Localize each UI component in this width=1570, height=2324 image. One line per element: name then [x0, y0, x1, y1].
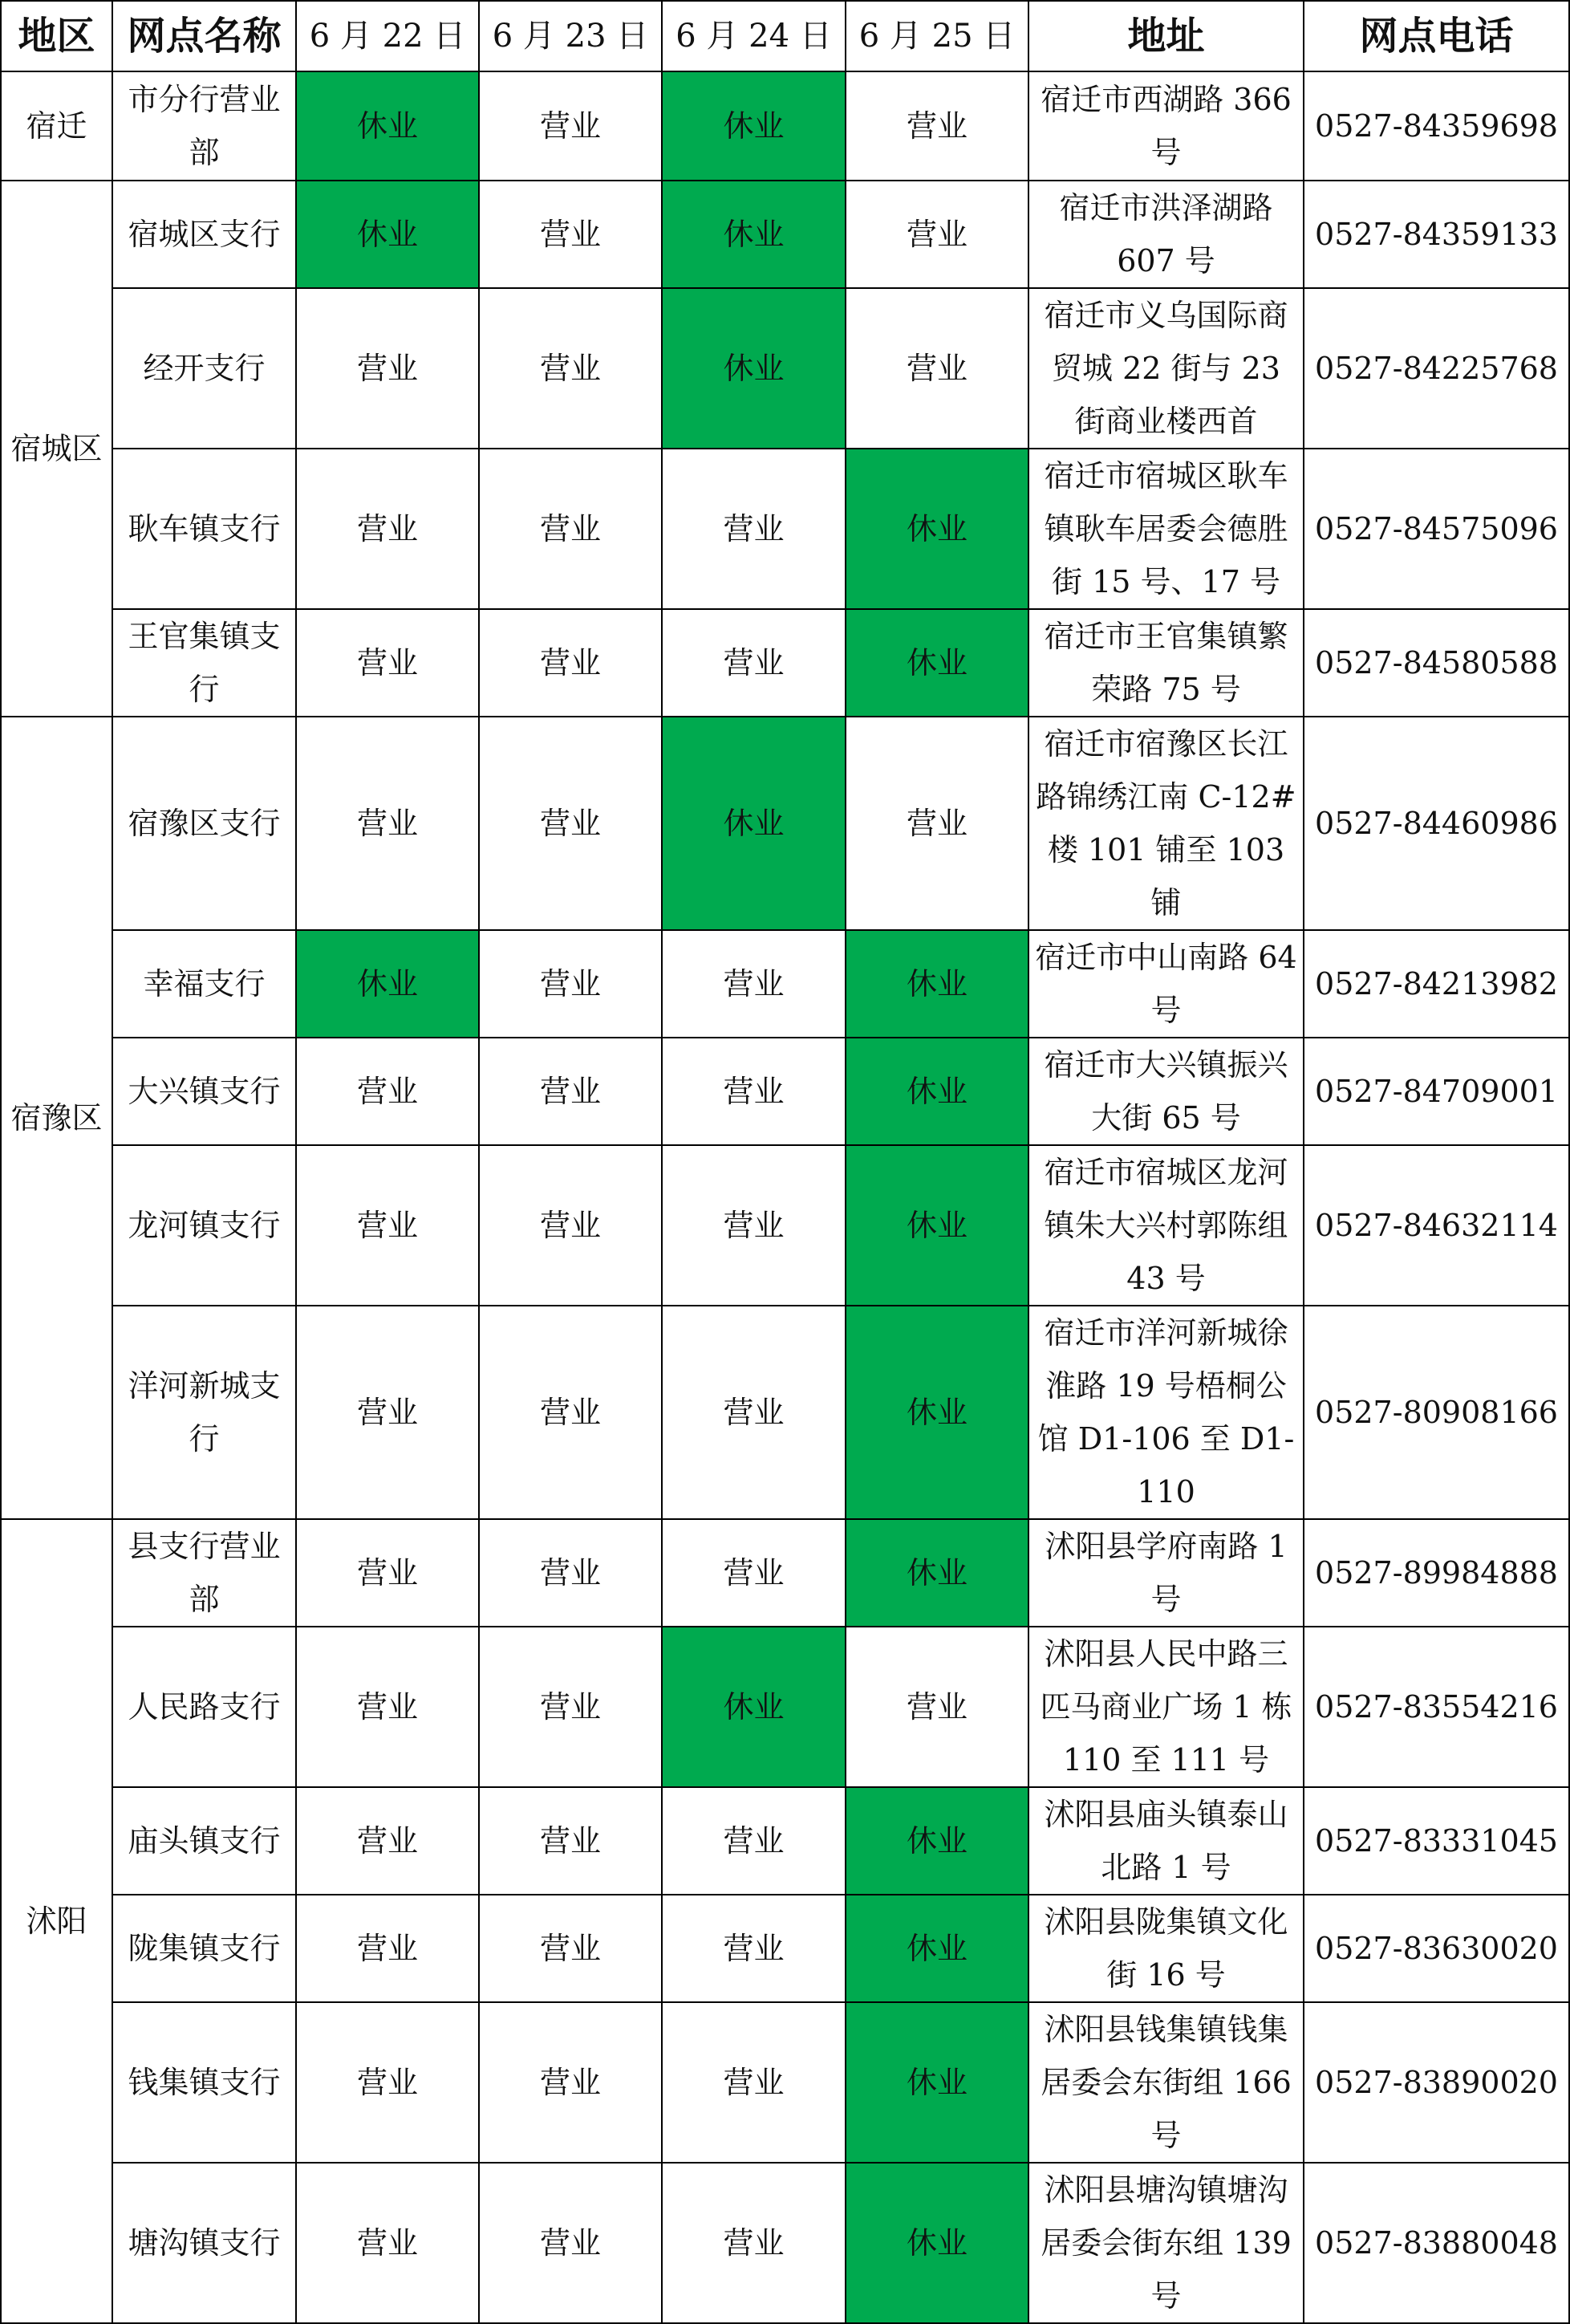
- table-row: [1, 71, 1569, 181]
- header-date: 6 月 24 日: [662, 1, 846, 71]
- status-open-cell: 营业: [296, 1895, 479, 2002]
- status-open-cell: 营业: [662, 609, 846, 717]
- status-open-cell: 营业: [296, 2163, 479, 2323]
- branch-name-cell: 洋河新城支行: [112, 1306, 296, 1519]
- branch-name-cell: 幸福支行: [112, 930, 296, 1038]
- header-row: [1, 1, 1569, 71]
- address-cell: 宿迁市大兴镇振兴大街 65 号: [1028, 1038, 1304, 1145]
- region-cell: 宿城区: [1, 181, 112, 717]
- status-open-cell: 营业: [479, 181, 662, 288]
- status-closed-cell: 休业: [296, 71, 479, 181]
- status-open-cell: 营业: [296, 1519, 479, 1627]
- phone-cell: 0527-84709001: [1304, 1038, 1569, 1145]
- status-closed-cell: 休业: [296, 930, 479, 1038]
- status-open-cell: 营业: [479, 1519, 662, 1627]
- table-row: [1, 2163, 1569, 2323]
- status-open-cell: 营业: [479, 2002, 662, 2163]
- table-row: [1, 609, 1569, 717]
- status-open-cell: 营业: [479, 1038, 662, 1145]
- status-closed-cell: 休业: [846, 449, 1028, 609]
- status-open-cell: 营业: [296, 1306, 479, 1519]
- status-open-cell: 营业: [662, 1306, 846, 1519]
- region-cell: 沭阳: [1, 1519, 112, 2323]
- status-open-cell: 营业: [662, 449, 846, 609]
- phone-cell: 0527-83880048: [1304, 2163, 1569, 2323]
- status-open-cell: 营业: [479, 1787, 662, 1895]
- header-date: 6 月 23 日: [479, 1, 662, 71]
- phone-cell: 0527-83331045: [1304, 1787, 1569, 1895]
- status-closed-cell: 休业: [662, 181, 846, 288]
- address-cell: 沭阳县学府南路 1 号: [1028, 1519, 1304, 1627]
- status-open-cell: 营业: [846, 288, 1028, 449]
- status-open-cell: 营业: [479, 449, 662, 609]
- address-cell: 沭阳县钱集镇钱集居委会东街组 166 号: [1028, 2002, 1304, 2163]
- status-open-cell: 营业: [662, 1519, 846, 1627]
- status-closed-cell: 休业: [296, 181, 479, 288]
- branch-name-cell: 钱集镇支行: [112, 2002, 296, 2163]
- table-body: [1, 1, 1569, 2323]
- table-row: [1, 930, 1569, 1038]
- branch-name-cell: 经开支行: [112, 288, 296, 449]
- status-open-cell: 营业: [296, 449, 479, 609]
- address-cell: 宿迁市西湖路 366 号: [1028, 71, 1304, 181]
- status-closed-cell: 休业: [846, 1038, 1028, 1145]
- phone-cell: 0527-83554216: [1304, 1627, 1569, 1787]
- table-row: [1, 1895, 1569, 2002]
- status-closed-cell: 休业: [662, 1627, 846, 1787]
- phone-cell: 0527-80908166: [1304, 1306, 1569, 1519]
- header-region: 地区: [1, 1, 112, 71]
- status-closed-cell: 休业: [846, 1787, 1028, 1895]
- status-open-cell: 营业: [846, 71, 1028, 181]
- table-row: [1, 288, 1569, 449]
- status-closed-cell: 休业: [846, 2163, 1028, 2323]
- table-row: [1, 2002, 1569, 2163]
- status-open-cell: 营业: [662, 1895, 846, 2002]
- phone-cell: 0527-83630020: [1304, 1895, 1569, 2002]
- phone-cell: 0527-89984888: [1304, 1519, 1569, 1627]
- status-open-cell: 营业: [662, 2002, 846, 2163]
- address-cell: 沭阳县塘沟镇塘沟居委会街东组 139 号: [1028, 2163, 1304, 2323]
- branch-name-cell: 耿车镇支行: [112, 449, 296, 609]
- status-open-cell: 营业: [662, 930, 846, 1038]
- status-closed-cell: 休业: [662, 288, 846, 449]
- status-open-cell: 营业: [296, 1627, 479, 1787]
- phone-cell: 0527-83890020: [1304, 2002, 1569, 2163]
- status-open-cell: 营业: [296, 1038, 479, 1145]
- branch-name-cell: 庙头镇支行: [112, 1787, 296, 1895]
- header-phone: 网点电话: [1304, 1, 1569, 71]
- status-open-cell: 营业: [662, 1038, 846, 1145]
- status-open-cell: 营业: [296, 609, 479, 717]
- status-open-cell: 营业: [479, 1145, 662, 1306]
- status-open-cell: 营业: [479, 2163, 662, 2323]
- phone-cell: 0527-84225768: [1304, 288, 1569, 449]
- region-cell: 宿迁: [1, 71, 112, 181]
- phone-cell: 0527-84359698: [1304, 71, 1569, 181]
- status-open-cell: 营业: [479, 288, 662, 449]
- address-cell: 宿迁市义乌国际商贸城 22 街与 23 街商业楼西首: [1028, 288, 1304, 449]
- status-open-cell: 营业: [296, 288, 479, 449]
- table-row: [1, 1787, 1569, 1895]
- status-closed-cell: 休业: [846, 1145, 1028, 1306]
- status-closed-cell: 休业: [662, 71, 846, 181]
- status-closed-cell: 休业: [846, 1895, 1028, 2002]
- status-open-cell: 营业: [296, 717, 479, 930]
- status-open-cell: 营业: [846, 717, 1028, 930]
- address-cell: 沭阳县人民中路三匹马商业广场 1 栋 110 至 111 号: [1028, 1627, 1304, 1787]
- branch-name-cell: 人民路支行: [112, 1627, 296, 1787]
- phone-cell: 0527-84460986: [1304, 717, 1569, 930]
- region-cell: 宿豫区: [1, 717, 112, 1519]
- status-open-cell: 营业: [662, 2163, 846, 2323]
- branch-name-cell: 市分行营业部: [112, 71, 296, 181]
- status-closed-cell: 休业: [846, 1306, 1028, 1519]
- status-closed-cell: 休业: [846, 1519, 1028, 1627]
- status-open-cell: 营业: [479, 1306, 662, 1519]
- phone-cell: 0527-84575096: [1304, 449, 1569, 609]
- branch-name-cell: 宿城区支行: [112, 181, 296, 288]
- address-cell: 宿迁市洋河新城徐淮路 19 号梧桐公馆 D1-106 至 D1-110: [1028, 1306, 1304, 1519]
- header-branch: 网点名称: [112, 1, 296, 71]
- header-address: 地址: [1028, 1, 1304, 71]
- status-open-cell: 营业: [296, 1787, 479, 1895]
- status-open-cell: 营业: [479, 71, 662, 181]
- phone-cell: 0527-84213982: [1304, 930, 1569, 1038]
- table-row: [1, 1038, 1569, 1145]
- status-open-cell: 营业: [296, 1145, 479, 1306]
- phone-cell: 0527-84359133: [1304, 181, 1569, 288]
- status-open-cell: 营业: [479, 717, 662, 930]
- table-row: [1, 717, 1569, 930]
- status-open-cell: 营业: [479, 930, 662, 1038]
- address-cell: 宿迁市中山南路 64 号: [1028, 930, 1304, 1038]
- address-cell: 沭阳县庙头镇泰山北路 1 号: [1028, 1787, 1304, 1895]
- address-cell: 宿迁市王官集镇繁荣路 75 号: [1028, 609, 1304, 717]
- branch-name-cell: 宿豫区支行: [112, 717, 296, 930]
- status-open-cell: 营业: [846, 1627, 1028, 1787]
- status-open-cell: 营业: [846, 181, 1028, 288]
- table-row: [1, 1306, 1569, 1519]
- address-cell: 宿迁市宿城区龙河镇朱大兴村郭陈组 43 号: [1028, 1145, 1304, 1306]
- branch-name-cell: 大兴镇支行: [112, 1038, 296, 1145]
- status-open-cell: 营业: [662, 1145, 846, 1306]
- address-cell: 宿迁市宿豫区长江路锦绣江南 C-12#楼 101 铺至 103 铺: [1028, 717, 1304, 930]
- branch-name-cell: 王官集镇支行: [112, 609, 296, 717]
- phone-cell: 0527-84580588: [1304, 609, 1569, 717]
- table-row: [1, 1145, 1569, 1306]
- address-cell: 宿迁市洪泽湖路 607 号: [1028, 181, 1304, 288]
- table-row: [1, 1519, 1569, 1627]
- status-closed-cell: 休业: [662, 717, 846, 930]
- header-date: 6 月 22 日: [296, 1, 479, 71]
- status-closed-cell: 休业: [846, 2002, 1028, 2163]
- table-row: [1, 1627, 1569, 1787]
- status-closed-cell: 休业: [846, 609, 1028, 717]
- branch-name-cell: 县支行营业部: [112, 1519, 296, 1627]
- status-open-cell: 营业: [479, 609, 662, 717]
- status-open-cell: 营业: [479, 1895, 662, 2002]
- status-open-cell: 营业: [662, 1787, 846, 1895]
- phone-cell: 0527-84632114: [1304, 1145, 1569, 1306]
- branch-name-cell: 塘沟镇支行: [112, 2163, 296, 2323]
- address-cell: 沭阳县陇集镇文化街 16 号: [1028, 1895, 1304, 2002]
- branch-name-cell: 龙河镇支行: [112, 1145, 296, 1306]
- table-row: [1, 181, 1569, 288]
- address-cell: 宿迁市宿城区耿车镇耿车居委会德胜街 15 号、17 号: [1028, 449, 1304, 609]
- status-closed-cell: 休业: [846, 930, 1028, 1038]
- table-row: [1, 449, 1569, 609]
- header-date: 6 月 25 日: [846, 1, 1028, 71]
- status-open-cell: 营业: [479, 1627, 662, 1787]
- status-open-cell: 营业: [296, 2002, 479, 2163]
- branch-name-cell: 陇集镇支行: [112, 1895, 296, 2002]
